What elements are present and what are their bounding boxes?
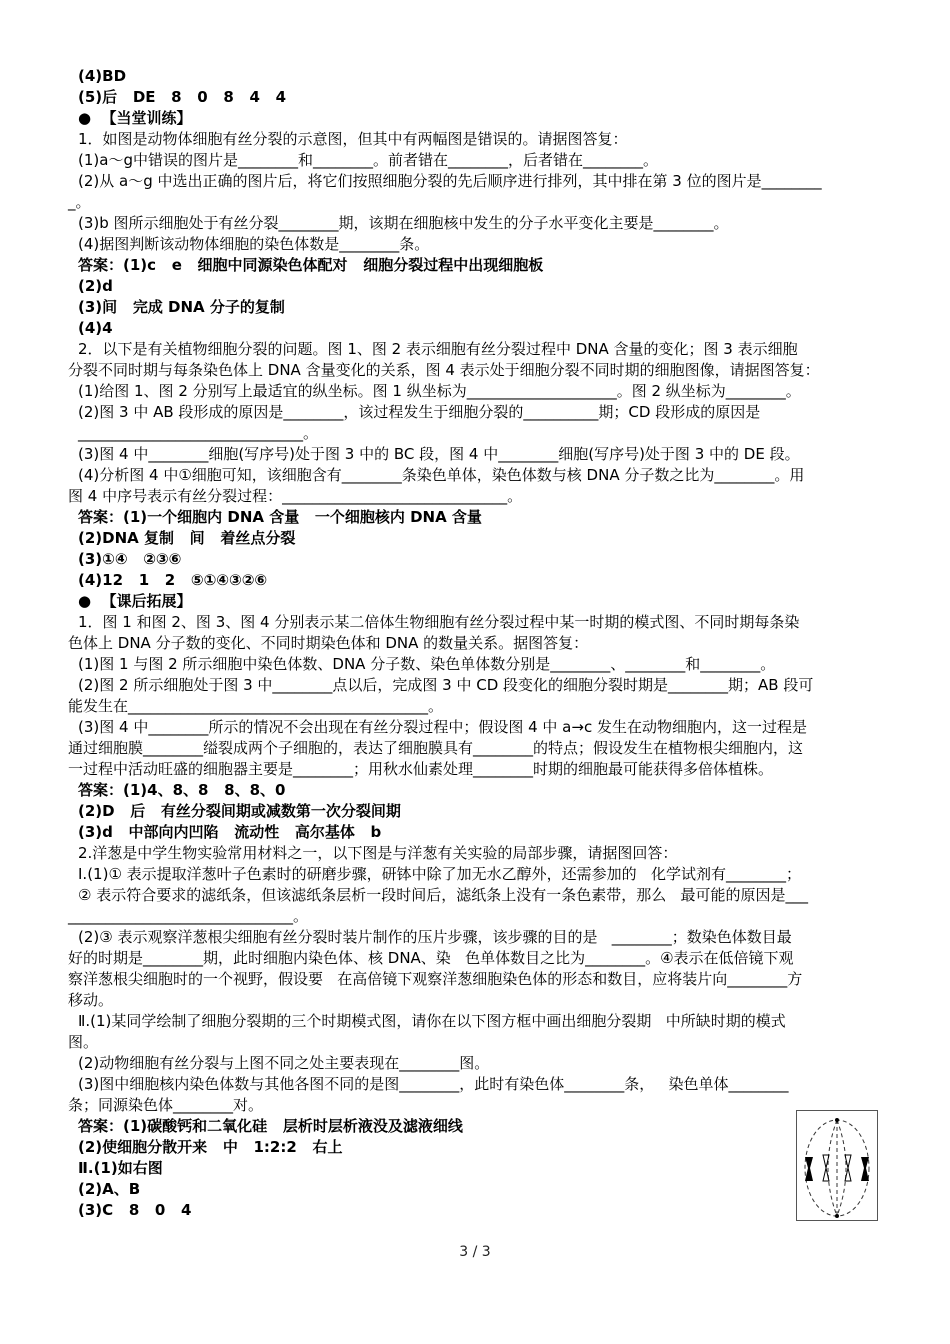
answer-line: 答案：(1)4、8、8 8、8、0 [78, 781, 286, 799]
text-line: 1．如图是动物体细胞有丝分裂的示意图，但其中有两幅图是错误的。请据图答复： [78, 130, 628, 148]
answer-line: (3)C 8 0 4 [78, 1201, 192, 1219]
answer-line: ● 【当堂训练】 [78, 109, 192, 127]
text-line: 图。 [68, 1033, 99, 1051]
text-line: 好的时期是________期，此时细胞内染色体、核 DNA、染 色单体数目之比为________。④表示在低倍镜下观 [68, 949, 794, 967]
answer-line: (5)后 DE 8 0 8 4 4 [78, 88, 287, 106]
answer-line: 答案：(1)c e 细胞中同源染色体配对 细胞分裂过程中出现细胞板 [78, 256, 544, 274]
text-line: Ⅰ.(1)① 表示提取洋葱叶子色素时的研磨步骤，研钵中除了加无水乙醇外，还需参加的 化学试剂有________； [78, 865, 801, 883]
text-line: 条；同源染色体________对。 [68, 1096, 264, 1114]
answer-line: (4)4 [78, 319, 113, 337]
text-line: (2)图 3 中 AB 段形成的原因是________，该过程发生于细胞分裂的__________期；CD 段形成的原因是 [78, 403, 761, 421]
text-line: 图 4 中序号表示有丝分裂过程：______________________________。 [68, 487, 523, 505]
text-line: 分裂不同时期与每条染色体上 DNA 含量变化的关系，图 4 表示处于细胞分裂不同时期的细胞图像，请据图答复： [68, 361, 820, 379]
answer-line: (2)使细胞分散开来 中 1:2:2 右上 [78, 1138, 343, 1156]
answer-line: 答案：(1)一个细胞内 DNA 含量 一个细胞核内 DNA 含量 [78, 508, 482, 526]
page-number: 3 / 3 [459, 1244, 491, 1260]
text-line: (2)动物细胞有丝分裂与上图不同之处主要表现在________图。 [78, 1054, 490, 1072]
answer-line: 答案：(1)碳酸钙和二氧化硅 层析时层析液没及滤液细线 [78, 1117, 463, 1135]
text-line: (4)据图判断该动物体细胞的染色体数是________条。 [78, 235, 430, 253]
text-line: (1)给图 1、图 2 分别写上最适宜的纵坐标。图 1 纵坐标为____________________。图 2 纵坐标为________。 [78, 382, 801, 400]
answer-line: ● 【课后拓展】 [78, 592, 192, 610]
answer-line: Ⅱ.(1)如右图 [78, 1159, 163, 1177]
answer-line: (4)BD [78, 67, 127, 85]
answer-line: (3)①④ ②③⑥ [78, 550, 182, 568]
text-line: 察洋葱根尖细胞时的一个视野，假设要 在高倍镜下观察洋葱细胞染色体的形态和数目，应将装片向________方 [68, 970, 803, 988]
answer-line: (2)DNA 复制 间 着丝点分裂 [78, 529, 296, 547]
text-line: 一过程中活动旺盛的细胞器主要是________；用秋水仙素处理________时期的细胞最可能获得多倍体植株。 [68, 760, 774, 778]
text-line: _。 [68, 193, 91, 211]
text-line: (2)图 2 所示细胞处于图 3 中________点以后，完成图 3 中 CD 段变化的细胞分裂时期是________期；AB 段可 [78, 676, 814, 694]
text-line: (3)图 4 中________所示的情况不会出现在有丝分裂过程中；假设图 4 中 a→c 发生在动物细胞内，这一过程是 [78, 718, 807, 736]
text-line: (2)从 a～g 中选出正确的图片后，将它们按照细胞分裂的先后顺序进行排列，其中排在第 3 位的图片是________ [78, 172, 822, 190]
text-line: ② 表示符合要求的滤纸条，但该滤纸条层析一段时间后，滤纸条上没有一条色素带，那么 最可能的原因是___ [78, 886, 809, 904]
text-line: Ⅱ.(1)某同学绘制了细胞分裂期的三个时期模式图，请你在以下图方框中画出细胞分裂期 中所缺时期的模式 [78, 1012, 786, 1030]
text-line: 移动。 [68, 991, 114, 1009]
text-line: (2)③ 表示观察洋葱根尖细胞有丝分裂时装片制作的压片步骤，该步骤的目的是 ________；数染色体数目最 [78, 928, 792, 946]
text-line: 通过细胞膜________缢裂成两个子细胞的，表达了细胞膜具有________的特点；假设发生在植物根尖细胞内，这 [68, 739, 804, 757]
text-line: (4)分析图 4 中①细胞可知，该细胞含有________条染色单体，染色体数与核 DNA 分子数之比为________。用 [78, 466, 805, 484]
text-line: 2.洋葱是中学生物实验常用材料之一，以下图是与洋葱有关实验的局部步骤，请据图回答： [78, 844, 678, 862]
text-line: ______________________________。 [78, 424, 319, 442]
text-line: (3)图中细胞核内染色体数与其他各图不同的是图________，此时有染色体________条， 染色单体________ [78, 1075, 789, 1093]
text-line: (3)b 图所示细胞处于有丝分裂________期，该期在细胞核中发生的分子水平变化主要是________。 [78, 214, 729, 232]
cell-division-figure [796, 1110, 878, 1221]
text-line: 能发生在________________________________________。 [68, 697, 444, 715]
spindle-chromosome-icon [797, 1111, 877, 1220]
text-line: 2．以下是有关植物细胞分裂的问题。图 1、图 2 表示细胞有丝分裂过程中 DNA 含量的变化；图 3 表示细胞 [78, 340, 798, 358]
text-line: (1)图 1 与图 2 所示细胞中染色体数、DNA 分子数、染色单体数分别是________、________和________。 [78, 655, 776, 673]
answer-line: (2)d [78, 277, 113, 295]
text-line: 色体上 DNA 分子数的变化、不同时期染色体和 DNA 的数量关系。据图答复： [68, 634, 589, 652]
document-page [68, 66, 883, 1221]
answer-line: (3)d 中部向内凹陷 流动性 高尔基体 b [78, 823, 382, 841]
answer-line: (2)D 后 有丝分裂间期或减数第一次分裂间期 [78, 802, 401, 820]
text-line: (3)图 4 中________细胞(写序号)处于图 3 中的 BC 段，图 4 中________细胞(写序号)处于图 3 中的 DE 段。 [78, 445, 800, 463]
text-line: 1．图 1 和图 2、图 3、图 4 分别表示某二倍体生物细胞有丝分裂过程中某一时期的模式图、不同时期每条染 [78, 613, 800, 631]
text-line: ______________________________。 [68, 907, 309, 925]
answer-line: (3)间 完成 DNA 分子的复制 [78, 298, 285, 316]
answer-line: (4)12 1 2 ⑤①④③②⑥ [78, 571, 268, 589]
answer-line: (2)A、B [78, 1180, 141, 1198]
text-line: (1)a～g中错误的图片是________和________。前者错在________，后者错在________。 [78, 151, 658, 169]
